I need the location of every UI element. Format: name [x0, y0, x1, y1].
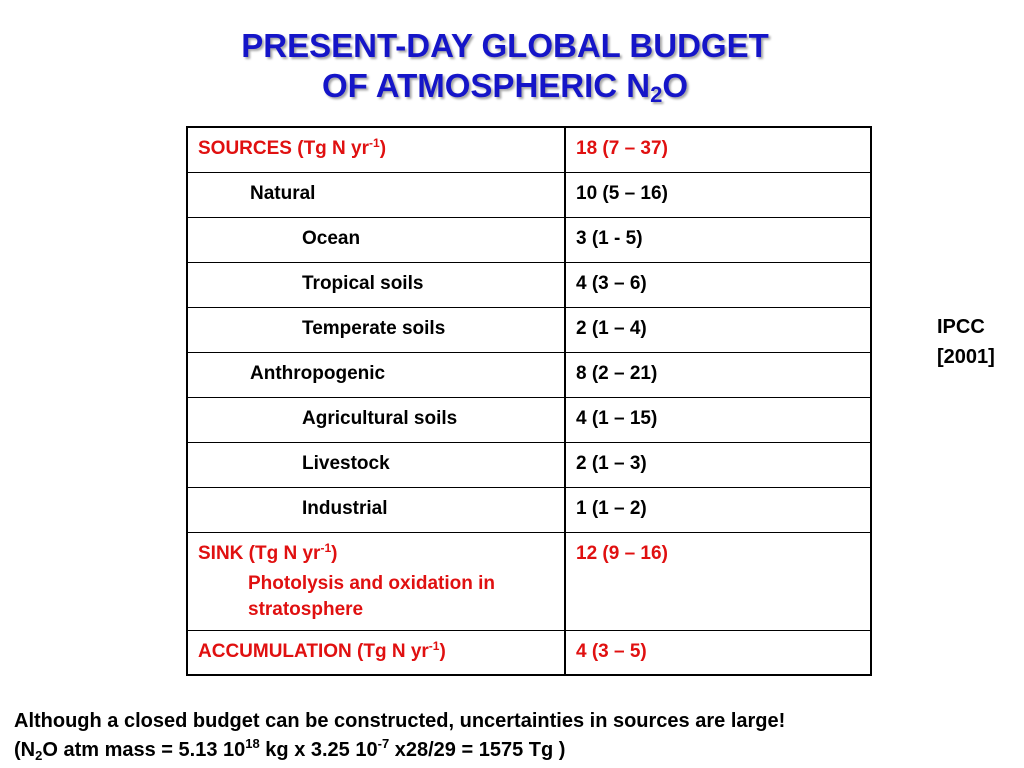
sources-value: 18 (7 – 37) — [576, 138, 668, 159]
footnote-subscript: 2 — [35, 748, 43, 763]
table-row — [187, 262, 871, 307]
accumulation-label: ACCUMULATION (Tg N yr — [198, 640, 429, 662]
accumulation-label-cell — [187, 630, 565, 675]
row-label-cell — [187, 352, 565, 397]
row-label: Natural — [250, 182, 316, 204]
table-row-sink — [187, 532, 871, 630]
row-label-cell — [187, 442, 565, 487]
row-value-cell — [565, 172, 871, 217]
table-row — [187, 487, 871, 532]
row-value: 1 (1 – 2) — [576, 497, 647, 519]
title-line-2-prefix: OF ATMOSPHERIC N — [321, 67, 651, 104]
row-label-cell — [187, 397, 565, 442]
sink-detail — [198, 571, 554, 629]
row-value-cell — [565, 397, 871, 442]
sources-unit-sup: -1 — [369, 136, 380, 150]
footnote-l2-a: (N — [14, 739, 36, 761]
row-value: 2 (1 – 4) — [576, 317, 647, 339]
footnote — [14, 707, 785, 765]
row-label: Anthropogenic — [250, 362, 386, 384]
sink-label-close: ) — [331, 542, 338, 564]
footnote-line-2 — [14, 736, 785, 765]
row-label-cell — [187, 487, 565, 532]
table-row — [187, 352, 871, 397]
row-value: 8 (2 – 21) — [576, 362, 658, 384]
row-label-cell — [187, 217, 565, 262]
row-value-cell — [565, 352, 871, 397]
sources-value-cell — [565, 127, 871, 172]
sources-label-close: ) — [379, 138, 387, 159]
row-value: 2 (1 – 3) — [576, 452, 647, 474]
budget-table — [186, 126, 872, 676]
row-label: Tropical soils — [302, 272, 424, 294]
accumulation-value-cell — [565, 630, 871, 675]
accumulation-value: 4 (3 – 5) — [576, 640, 647, 662]
footnote-sup-2: -7 — [377, 736, 390, 751]
row-value-cell — [565, 442, 871, 487]
title-line-2-suffix: O — [662, 67, 689, 104]
row-label-cell — [187, 172, 565, 217]
title-line-1: PRESENT-DAY GLOBAL BUDGET — [241, 27, 769, 64]
sources-label: SOURCES (Tg N yr — [198, 138, 370, 159]
table-row-sources — [187, 127, 871, 172]
row-label: Industrial — [302, 497, 388, 519]
row-value-cell — [565, 217, 871, 262]
row-label-cell — [187, 262, 565, 307]
table-row — [187, 442, 871, 487]
footnote-l2-d: x28/29 = 1575 Tg ) — [389, 739, 566, 761]
citation — [937, 312, 995, 372]
row-value-cell — [565, 487, 871, 532]
row-value: 10 (5 – 16) — [576, 182, 668, 204]
row-value: 3 (1 - 5) — [576, 227, 643, 249]
sink-detail-line-2: stratosphere — [248, 598, 364, 620]
slide-title — [0, 26, 1010, 106]
row-value: 4 (3 – 6) — [576, 272, 647, 294]
table-row — [187, 172, 871, 217]
row-label-cell — [187, 307, 565, 352]
title-line-2 — [0, 66, 1010, 106]
title-subscript: 2 — [650, 82, 663, 107]
row-label: Livestock — [302, 452, 390, 474]
sources-label-cell — [187, 127, 565, 172]
sink-unit-sup: -1 — [320, 540, 332, 555]
table-row — [187, 217, 871, 262]
sink-detail-line-1: Photolysis and oxidation in — [248, 572, 496, 594]
sink-label: SINK (Tg N yr — [198, 542, 321, 564]
accumulation-unit-sup: -1 — [428, 638, 440, 653]
row-label: Agricultural soils — [302, 407, 458, 429]
accumulation-label-close: ) — [439, 640, 446, 662]
sink-value-cell — [565, 532, 871, 630]
citation-line-2: [2001] — [937, 346, 995, 368]
footnote-line-1: Although a closed budget can be constructed, uncertainties in sources are large! — [14, 710, 786, 732]
row-label: Ocean — [302, 227, 361, 249]
table-row-accumulation — [187, 630, 871, 675]
row-label: Temperate soils — [302, 317, 446, 339]
table-row — [187, 397, 871, 442]
footnote-sup-1: 18 — [245, 736, 260, 751]
citation-line-1: IPCC — [937, 316, 985, 338]
sink-value: 12 (9 – 16) — [576, 542, 668, 564]
sink-label-cell — [187, 532, 565, 630]
row-value-cell — [565, 307, 871, 352]
row-value-cell — [565, 262, 871, 307]
row-value: 4 (1 – 15) — [576, 407, 658, 429]
footnote-l2-b: O atm mass = 5.13 10 — [42, 739, 246, 761]
table-row — [187, 307, 871, 352]
footnote-l2-c: kg x 3.25 10 — [259, 739, 378, 761]
